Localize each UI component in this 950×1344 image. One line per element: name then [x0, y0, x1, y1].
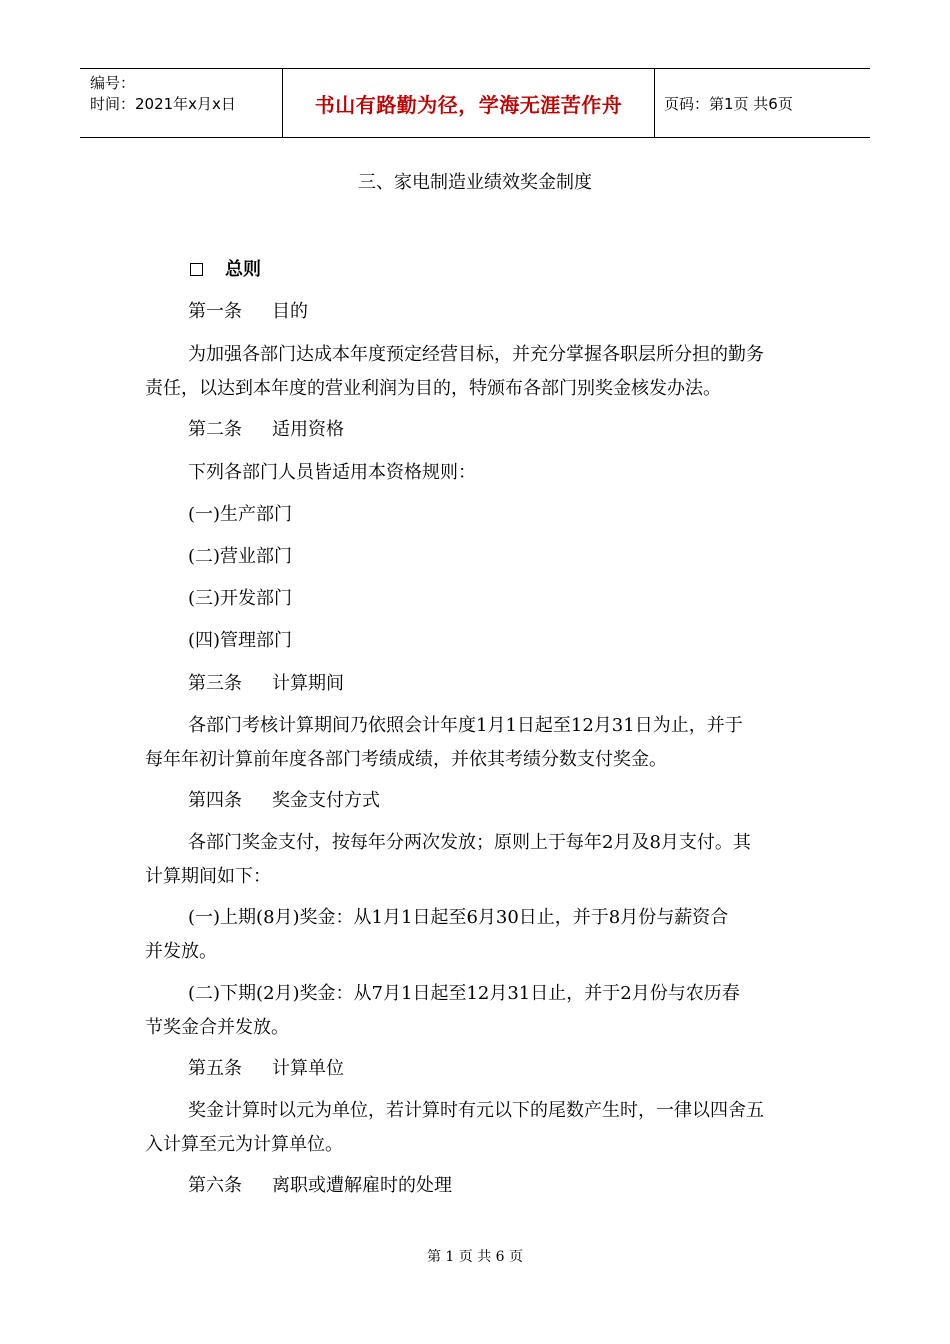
paragraph-line: 每年年初计算前年度各部门考绩成绩，并依其考绩分数支付奖金。 — [145, 749, 667, 770]
paragraph-line: 为加强各部门达成本年度预定经营目标，并充分掌握各职层所分担的勤务 — [188, 344, 764, 365]
article-title: 计算单位 — [272, 1058, 344, 1079]
article-heading — [188, 1057, 344, 1081]
page-footer: 第 1 页 共 6 页 — [426, 1249, 524, 1265]
article-title: 目的 — [272, 301, 308, 322]
paragraph-line: 节奖金合并发放。 — [145, 1017, 289, 1038]
article-heading — [188, 1174, 452, 1198]
article-title: 离职或遭解雇时的处理 — [272, 1175, 452, 1196]
header-table — [80, 68, 870, 138]
paragraph-line: 各部门奖金支付，按每年分两次发放；原则上于每年2月及8月支付。其 — [188, 832, 751, 853]
article-number: 第五条 — [188, 1058, 242, 1079]
article-number: 第三条 — [188, 673, 242, 694]
article-number: 第一条 — [188, 301, 242, 322]
list-item: (二)营业部门 — [188, 546, 293, 567]
checkbox-square-icon — [190, 263, 203, 276]
header-page-info: 页码：第1页 共6页 — [664, 94, 793, 113]
article-title: 计算期间 — [272, 673, 344, 694]
paragraph-line: 计算期间如下： — [145, 866, 271, 887]
header-meta — [80, 69, 282, 137]
article-heading — [188, 418, 344, 442]
paragraph-line: 各部门考核计算期间乃依照会计年度1月1日起至12月31日为止，并于 — [188, 715, 743, 736]
article-number: 第六条 — [188, 1175, 242, 1196]
list-item: (四)管理部门 — [188, 630, 293, 651]
paragraph-line: 并发放。 — [145, 941, 217, 962]
paragraph-line: (一)上期(8月)奖金：从1月1日起至6月30日止，并于8月份与薪资合 — [188, 907, 729, 928]
time-label: 时间：2021年x月x日 — [90, 95, 236, 113]
list-item: (一)生产部门 — [188, 504, 293, 525]
article-title: 奖金支付方式 — [272, 790, 380, 811]
section-heading — [190, 258, 261, 282]
article-heading — [188, 789, 380, 813]
paragraph-line: 责任，以达到本年度的营业利润为目的，特颁布各部门别奖金核发办法。 — [145, 378, 721, 399]
article-heading — [188, 672, 344, 696]
section-heading-text: 总则 — [225, 259, 261, 280]
paragraph-line: 下列各部门人员皆适用本资格规则： — [188, 462, 476, 483]
paragraph-line: 入计算至元为计算单位。 — [145, 1134, 343, 1155]
number-label: 编号： — [90, 74, 136, 92]
document-title: 三、家电制造业绩效奖金制度 — [358, 172, 592, 193]
paragraph-line: (二)下期(2月)奖金：从7月1日起至12月31日止，并于2月份与农历春 — [188, 983, 740, 1004]
article-heading — [188, 300, 308, 324]
article-title: 适用资格 — [272, 419, 344, 440]
article-number: 第四条 — [188, 790, 242, 811]
list-item: (三)开发部门 — [188, 588, 293, 609]
paragraph-line: 奖金计算时以元为单位，若计算时有元以下的尾数产生时，一律以四舍五 — [188, 1100, 764, 1121]
article-number: 第二条 — [188, 419, 242, 440]
header-motto: 书山有路勤为径，学海无涯苦作舟 — [282, 69, 655, 137]
